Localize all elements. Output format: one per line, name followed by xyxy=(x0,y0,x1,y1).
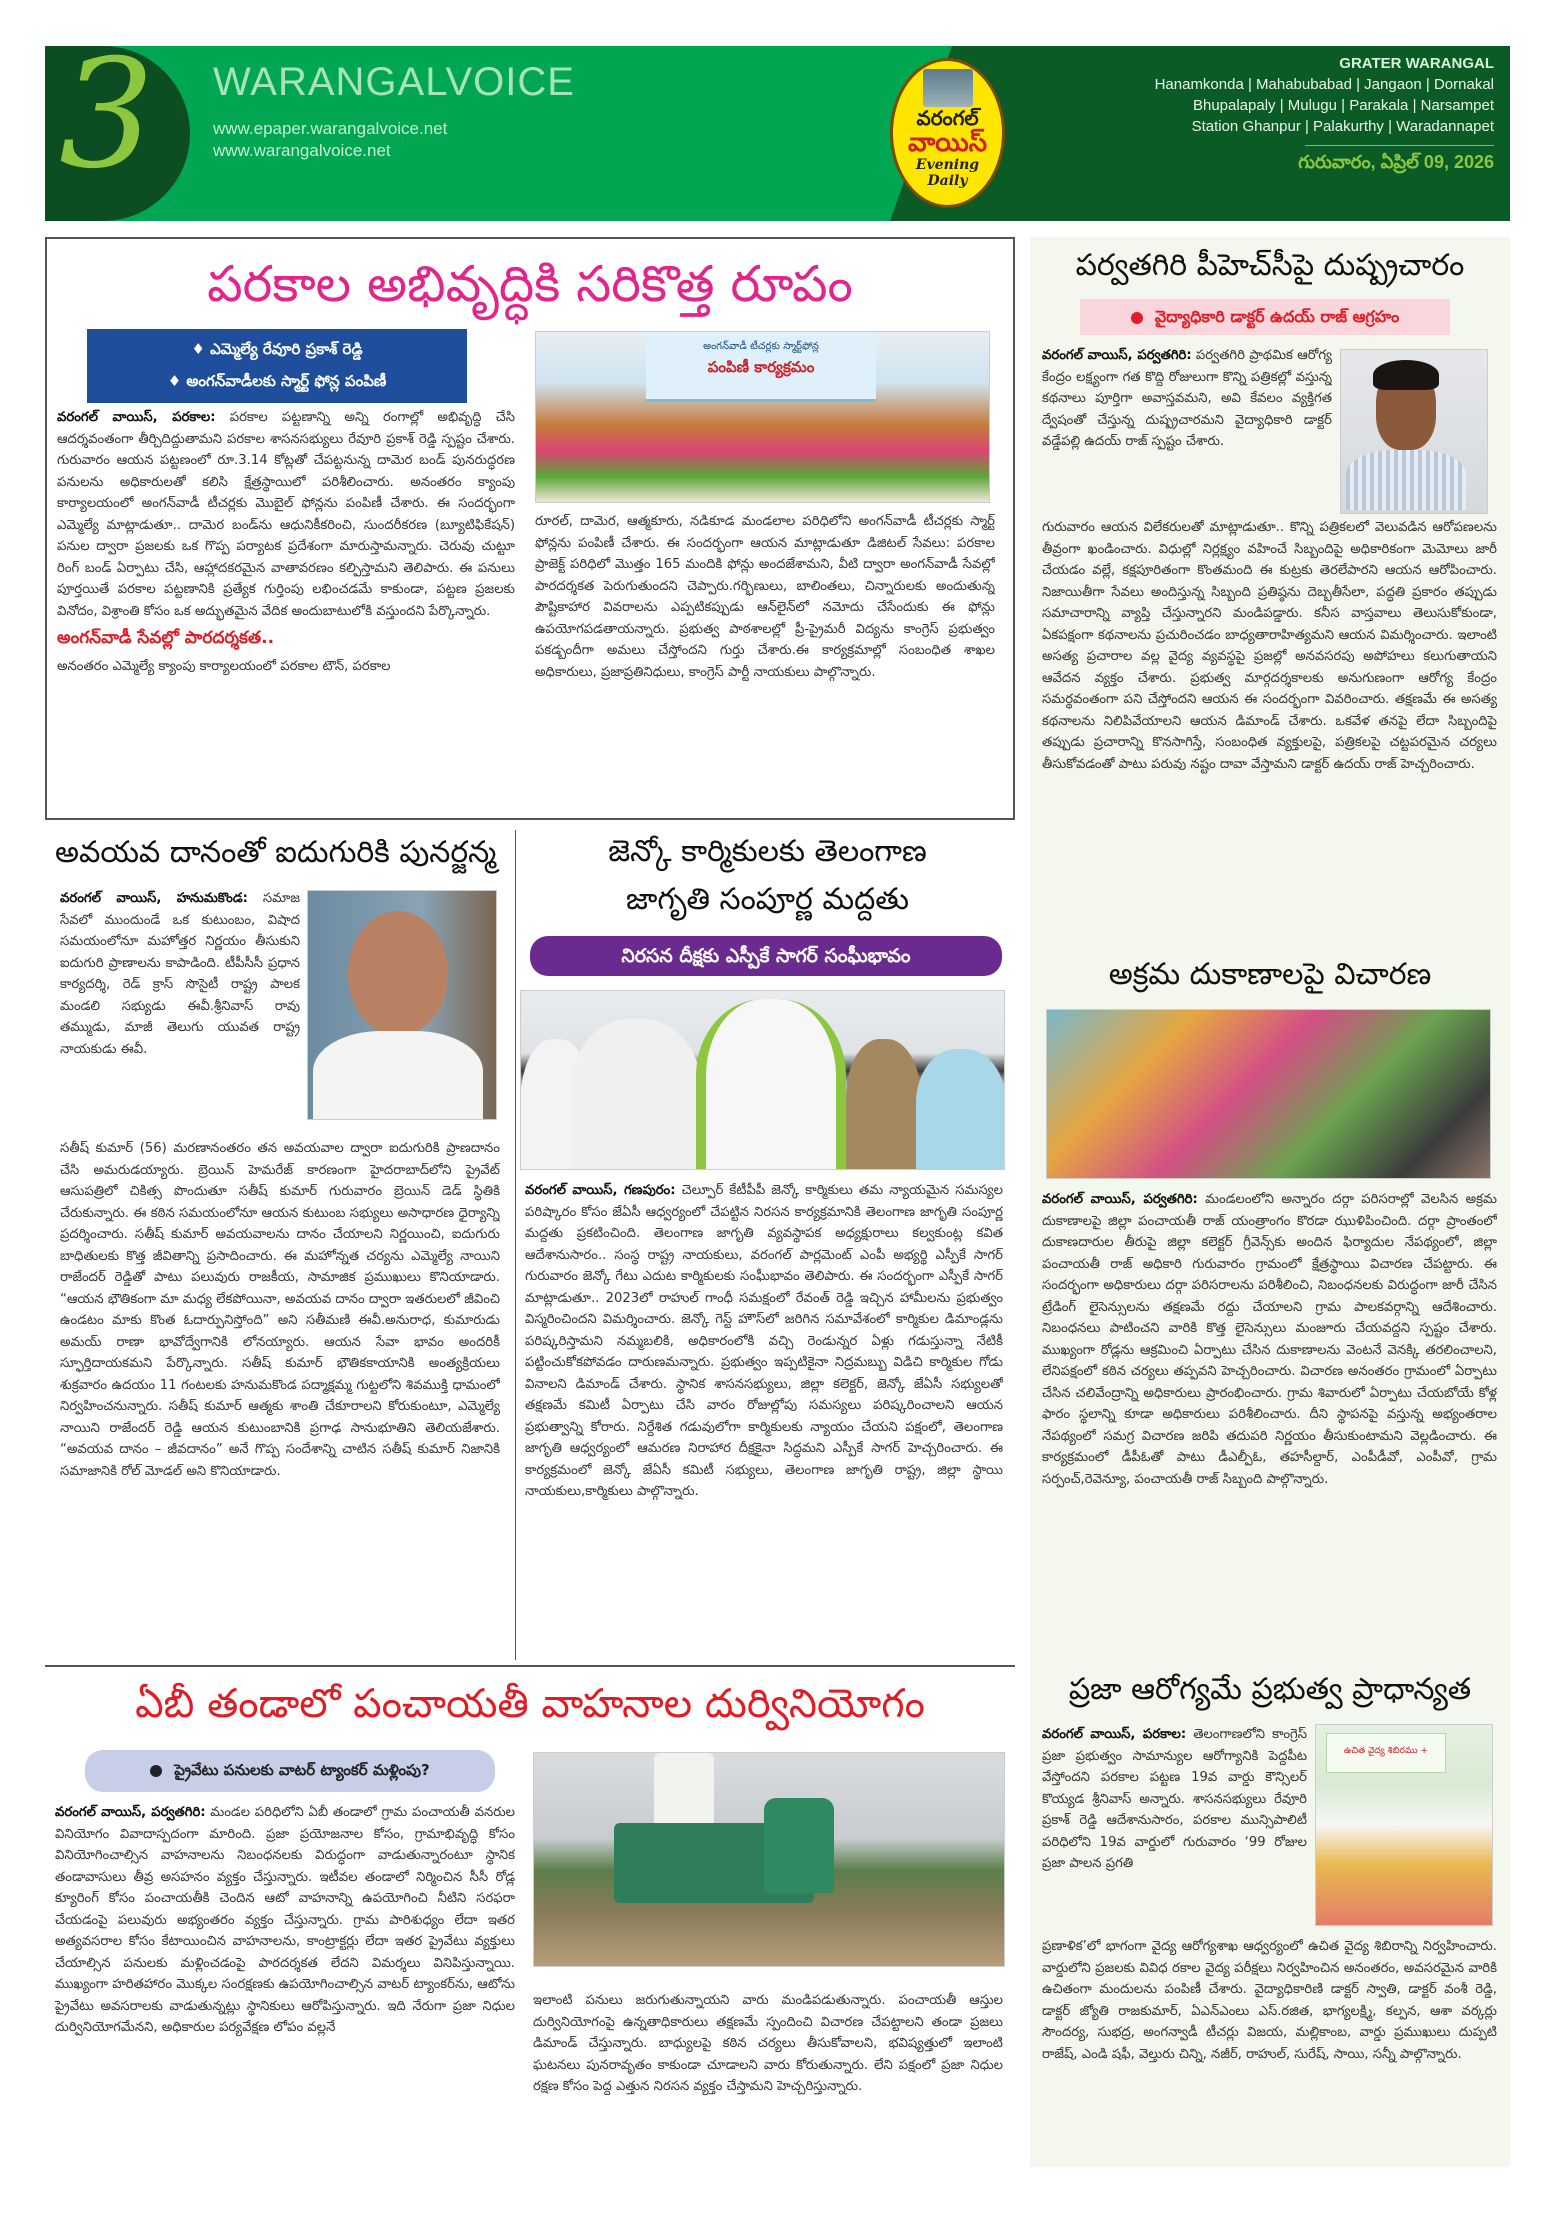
organ-headline[interactable]: అవయవ దానంతో ఐదుగురికి పునర్జన్మ xyxy=(55,835,497,870)
health-body-bottom: ప్రణాళిక’లో భాగంగా వైద్య ఆరోగ్యశాఖ ఆధ్వర్యంలో ఉచిత వైద్య శిబిరాన్ని నిర్వహించారు. వార్డులోని ప్రజలకు వివిధ రకాల వైద్య పరీక్షలు నిర్వహించిన అనంతరం, అవసరమైన వారికి ఉచితంగా మందులను పంపిణీ చేశారు. వైద్యాధికారిణి డాక్టర్ స్వాతి, డాక్టర్ వంశీ రెడ్డి, డాక్టర్ జ్యోతి రాజకుమార్, ఏఎన్ఎంలు ఎస్.రజిత, భాగ్యలక్ష్మి, కల్పన, ఆశా వర్కర్లు సౌందర్య, సుభద్ర, అంగన్వాడీ టీచర్లు విజయ, మల్లికాంబ, వార్డు ప్రముఖులు దుప్పటి రాజేష్, ఎండి షఫీ, వెల్తురు చిన్ని, నజీర్, రాహుల్, సురేష్, సాయి, సన్నీ పాల్గొన్నారు. xyxy=(1042,1939,1497,2062)
genco-headline-1[interactable]: జెన్కో కార్మికులకు తెలంగాణ xyxy=(608,834,927,869)
town-list-3: Station Ghanpur | Palakurthy | Waradannapet xyxy=(1191,118,1494,135)
lead-photo[interactable] xyxy=(535,331,990,503)
photo-figure xyxy=(916,1049,1005,1169)
genco-tag: నిరసన దీక్షకు ఎస్పీకే సాగర్ సంఘీభావం xyxy=(530,936,1002,976)
photo-banner-line2: పంపిణీ కార్యక్రమం xyxy=(707,358,815,376)
health-body-top xyxy=(1042,1724,1307,1936)
logo-line4: Daily xyxy=(927,173,968,189)
phc-body-top xyxy=(1042,345,1332,515)
photo-figure xyxy=(571,1019,701,1169)
health-story[interactable] xyxy=(1030,1662,1510,2167)
website-url[interactable]: www.warangalvoice.net xyxy=(213,141,391,160)
temple-gate-icon xyxy=(923,69,973,107)
health-body-top-text: తెలంగాణలోని కాంగ్రెస్ ప్రజా ప్రభుత్వం సామాన్యుల ఆరోగ్యానికి పెద్దపీట వేస్తోందని పరకాల పట్టణ 19వ వార్డు కౌన్సిలర్ కొయ్యడ శ్రీనివాస్ అన్నారు. శాసనసభ్యులు రేవూరి ప్రకాశ్ రెడ్డి ఆదేశానుసారం, పరకాల మున్సిపాలిటీ పరిధిలోని 19వ వార్డులో గురువారం ‘99 రోజుల ప్రజా పాలన ప్రగతి xyxy=(1042,1727,1307,1871)
genco-body xyxy=(525,1180,1003,1650)
genco-headline-2[interactable]: జాగృతి సంపూర్ణ మద్దతు xyxy=(625,882,910,917)
brand-urls xyxy=(213,118,447,162)
lead-headline[interactable]: పరకాల అభివృద్ధికి సరికొత్త రూపం xyxy=(207,255,853,313)
shops-story[interactable] xyxy=(1030,947,1510,1657)
photo-figure xyxy=(348,911,448,1036)
lead-body-left xyxy=(57,407,515,815)
epaper-url[interactable]: www.epaper.warangalvoice.net xyxy=(213,119,448,138)
tanker-dateline: వరంగల్ వాయిస్, పర్వతగిరి: xyxy=(55,1805,206,1820)
shops-body-text: మండలంలోని అన్నారం దర్గా పరిసరాల్లో వెలసిన అక్రమ దుకాణాలపై జిల్లా పంచాయతీ రాజ్ యంత్రాంగం కొరడా ఝుళిపించింది. దర్గా ప్రాంతంలో దుకాణదారుల తీరుపై జిల్లా కలెక్టర్ గ్రీవెన్స్‌కు అందిన ఫిర్యాదుల నేపథ్యంలో, జిల్లా పంచాయతీ రాజ్ అధికారి గురువారం గ్రామంలో క్షేత్రస్థాయి విచారణ చేపట్టారు. ఈ సందర్భంగా అధికారులు దర్గా పరిసరాలను పరిశీలించి, నిబంధనలకు విరుద్ధంగా జారీ చేసిన ట్రేడింగ్ లైసెన్సులను తక్షణమే రద్దు చేయాలని గ్రామ పాలకవర్గాన్ని ఆదేశించారు. నిబంధనలు పాటించని వారికి కొత్త లైసెన్సులు మంజూరు చేయవద్దని స్పష్టం చేశారు. ముఖ్యంగా రోడ్లను ఆక్రమించి ఏర్పాటు చేసిన దుకాణాలను వెంటనే వెనక్కి తరలించాలని, లేనిపక్షంలో కఠిన చర్యలు తప్పవని హెచ్చరించారు. విచారణ అనంతరం గ్రామంలో ఏర్పాటు చేసిన చలివేంద్రాన్ని అధికారులు ప్రారంభించారు. గ్రామ శివారులో ఏర్పాటు చేయబోయే కోళ్ల ఫారం స్థలాన్ని కూడా అధికారులు పరిశీలించారు. దీని స్థాపనపై వస్తున్న అభ్యంతరాల నేపథ్యంలో సమగ్ర విచారణ జరిపి తదుపరి నిర్ణయం తీసుకుంటామని వెల్లడించారు. ఈ కార్యక్రమంలో డీపీఓతో పాటు డీఎల్పీఓ, తహసీల్దార్, ఎంపీడీవో, ఎంపీవో, గ్రామ సర్పంచ్,రెవెన్యూ, పంచాయతీ రాజ్ సిబ్బంది పాల్గొన్నారు. xyxy=(1042,1192,1497,1487)
photo-figure xyxy=(846,1039,921,1169)
health-headline[interactable]: ప్రజా ఆరోగ్యమే ప్రభుత్వ ప్రాధాన్యత xyxy=(1068,1672,1472,1707)
phc-story[interactable] xyxy=(1030,237,1510,947)
logo-line2: వాయిస్ xyxy=(908,128,987,158)
edition-date: గురువారం, ఏప్రిల్ 09, 2026 xyxy=(1298,152,1494,172)
lead-body-text-2: అనంతరం ఎమ్మెల్యే క్యాంపు కార్యాలయంలో పరకాల టౌన్, పరకాల xyxy=(57,658,391,674)
tanker-tag-text: ప్రైవేటు పనులకు వాటర్ ట్యాంకర్ మళ్లింపు? xyxy=(174,1761,430,1779)
bullet-icon xyxy=(1131,312,1143,324)
health-camp-photo[interactable] xyxy=(1315,1724,1493,1926)
page-number-badge xyxy=(45,46,190,221)
town-list-2: Bhupalapaly | Mulugu | Parakala | Narsampet xyxy=(1192,97,1494,114)
bullet-icon xyxy=(150,1765,162,1777)
region-name: GRATER WARANGAL xyxy=(1339,55,1494,72)
town-list-1: Hanamkonda | Mahabubabad | Jangaon | Dornakal xyxy=(1154,76,1494,93)
newspaper-logo xyxy=(890,58,1005,208)
logo-line3: Evening xyxy=(915,157,980,173)
organ-donor-photo[interactable] xyxy=(307,890,497,1120)
lead-highlight-box xyxy=(87,329,467,403)
genco-story[interactable] xyxy=(520,828,1015,1658)
shops-dateline: వరంగల్ వాయిస్, పర్వతగిరి: xyxy=(1042,1192,1198,1207)
lead-subhead: అంగన్‌వాడీ సేవల్లో పారదర్శకత.. xyxy=(57,628,275,648)
phc-tag-text: వైద్యాధికారి డాక్టర్ ఉదయ్ రాజ్ ఆగ్రహం xyxy=(1154,307,1400,326)
logo-line1: వరంగల్ xyxy=(916,106,979,130)
organ-body-top xyxy=(60,888,300,1138)
phc-dateline: వరంగల్ వాయిస్, పర్వతగిరి: xyxy=(1042,348,1192,363)
tanker-tag xyxy=(85,1750,495,1792)
phc-body-bottom: గురువారం ఆయన విలేకరులతో మాట్లాడుతూ.. కొన్ని పత్రికలలో వెలువడిన ఆరోపణలను తీవ్రంగా ఖండించారు. విధుల్లో నిర్లక్ష్యం వహించే సిబ్బందిపై అధికారికంగా మెమోలు జారీ చేయడం వల్లే, కక్షపూరితంగా కొంతమంది ఈ కుట్రకు తెరలేపారని ఆయన ఆరోపించారు. నిజాయితీగా సేవలు అందిస్తున్న సిబ్బంది ప్రతిష్ఠను దెబ్బతీసేలా, పద్ధతి ప్రకారం తప్పుడు సమాచారాన్ని వ్యాప్తి చేస్తున్నారని మండిపడ్డారు. కనీస వాస్తవాలు తెలుసుకోకుండా, ఏకపక్షంగా కథనాలను ప్రచురించడం బాధ్యతారాహిత్యమని ఆయన విమర్శించారు. ఇలాంటి అసత్య ప్రచారాల వల్ల వైద్య వ్యవస్థపై ప్రజల్లో అనవసరపు అపోహలు కలుగుతాయని ఆవేదన వ్యక్తం చేశారు. ప్రభుత్వ మార్గదర్శకాలకు అనుగుణంగా ఆరోగ్య కేంద్రం సమర్థవంతంగా పని చేస్తోందని ఆయన ఈ సందర్భంగా వివరించారు. తక్షణమే ఈ అసత్య కథనాలను నిలిపివేయాలని ఆయన డిమాండ్ చేశారు. ఒకవేళ తనపై లేదా సిబ్బందిపై తప్పుడు ప్రచారాన్ని కొనసాగిస్తే, సంబంధిత వ్యక్తులపై, పత్రికలపై చట్టపరమైన చర్యలు తీసుకోవడంతో పాటు పరువు నష్టం దావా వేస్తామని డాక్టర్ ఉదయ్ రాజ్ హెచ్చరించారు. xyxy=(1042,520,1497,772)
photo-figure xyxy=(696,999,846,1169)
shops-photo[interactable] xyxy=(1046,1009,1491,1179)
phc-body-top-text: పర్వతగిరి ప్రాథమిక ఆరోగ్య కేంద్రం లక్ష్యంగా గత కొద్ది రోజులుగా కొన్ని పత్రికల్లో వస్తున్న కథనాలు పూర్తిగా అవాస్తవమని, అవి కేవలం వ్యక్తిగత ద్వేషంతో చేస్తున్న దుష్ప్రచారమని వైద్యాధికారి డాక్టర్ వడ్డేపల్లి ఉదయ్ రాజ్ స్పష్టం చేశారు. xyxy=(1042,348,1332,449)
photo-figure-shirt xyxy=(1346,450,1466,510)
organ-body-top-text: సమాజ సేవలో ముందుండే ఒక కుటుంబం, విషాద సమయంలోనూ మహోత్తర నిర్ణయం తీసుకుని ఐదుగురి ప్రాణాలను కాపాడింది. టీపీసీసీ ప్రధాన కార్యదర్శి, రెడ్ క్రాస్ సొసైటీ రాష్ట్ర పాలక మండలి సభ్యుడు ఈవీ.శ్రీనివాస్ రావు తమ్ముడు, మాజీ తెలుగు యువత రాష్ట్ర నాయకుడు ఈవీ. xyxy=(60,891,300,1057)
column-divider xyxy=(515,830,516,1660)
photo-banner xyxy=(646,332,876,402)
lead-body-text: పరకాల పట్టణాన్ని అన్ని రంగాల్లో అభివృద్ధి చేసి ఆదర్శవంతంగా తీర్చిదిద్దుతామని పరకాల శాసనసభ్యులు రేవూరి ప్రకాశ్ రెడ్డి స్పష్టం చేశారు. గురువారం ఆయన పట్టణంలో రూ.3.14 కోట్లతో చేపట్టనున్న దామెర బండ్ పునరుద్ధరణ పనులను అధికారులతో కలిసి క్షేత్రస్థాయిలో పరిశీలించారు. అనంతరం క్యాంపు కార్యాలయంలో అంగన్‌వాడీ టీచర్లకు మొబైల్ ఫోన్లను పంపిణీ చేశారు. ఈ సందర్భంగా ఎమ్మెల్యే మాట్లాడుతూ.. దామెర బండ్‌ను ఆధునికీకరించి, సుందరీకరణ (బ్యూటిఫికేషన్) పనుల ద్వారా ప్రజలకు ఒక గొప్ప పర్యాటక ప్రదేశంగా మారుస్తామన్నారు. చెరువు చుట్టూ రింగ్ బండ్ ఏర్పాటు చేసి, ఆహ్లాదకరమైన వాతావరణం కల్పిస్తామని తెలిపారు. ఈ పనులు పూర్తయితే పరకాల పట్టణానికి ప్రత్యేక గుర్తింపు లభించడమే కాకుండా, పట్టణ ప్రజలకు వినోదం, విశ్రాంతి కోసం ఒక అద్భుతమైన వేదిక అందుబాటులోకి వస్తుందని పేర్కొన్నారు. xyxy=(57,410,515,619)
tanker-body-right: ఇలాంటి పనులు జరుగుతున్నాయని వారు మండిపడుతున్నారు. పంచాయతీ ఆస్తుల దుర్వినియోగంపై ఉన్నతాధికారులు తక్షణమే స్పందించి విచారణ చేపట్టాలని తండా ప్రజలు డిమాండ్ చేస్తున్నారు. బాధ్యులపై కఠిన చర్యలు తీసుకోవాలని, భవిష్యత్తులో ఇలాంటి ఘటనలు పునరావృతం కాకుండా చూడాలని వారు కోరుతున్నారు. లేని పక్షంలో ప్రజా నిధుల రక్షణ కోసం పెద్ద ఎత్తున నిరసన వ్యక్తం చేస్తామని హెచ్చరిస్తున్నారు. xyxy=(533,1993,1003,2094)
photo-figure-hair xyxy=(1373,360,1439,390)
tanker-story[interactable] xyxy=(45,1672,1015,2172)
doctor-photo[interactable] xyxy=(1340,349,1488,514)
lead-dateline: వరంగల్ వాయిస్, పరకాల: xyxy=(57,410,216,425)
organ-body-bottom: సతీష్ కుమార్ (56) మరణానంతరం తన అవయవాల ద్వారా ఐదుగురికి ప్రాణదానం చేసి అమరుడయ్యారు. బ్రెయిన్ హెమరేజ్ కారణంగా హైదరాబాద్‌లోని ప్రైవేట్ ఆసుపత్రిలో చికిత్స పొందుతూ సతీష్ కుమార్ గురువారం బ్రెయిన్ డెడ్ స్థితికి చేరుకున్నారు. ఈ కఠిన సమయంలోనూ ఆయన కుటుంబ సభ్యులు అసాధారణ ధైర్యాన్ని ప్రదర్శించారు. సతీష్ కుమార్ అవయవాలను దానం చేయాలని నిర్ణయించి, ఐదుగురు బాధితులకు కొత్త జీవితాన్ని ప్రసాదించారు. ఈ మహోన్నత చర్యను ఎమ్మెల్యే నాయిని రాజేందర్ రెడ్డితో పాటు పలువురు రాజకీయ, సామాజిక ప్రముఖులు కొనియాడారు. “ఆయన భౌతికంగా మా మధ్య లేకపోయినా, అవయవ దానం ద్వారా ఇతరులలో జీవించి ఉండటం మాకు కొంత ఓదార్పునిస్తోంది” అని సతీమణి ఈవీ.అనురాధ, కుమారుడు అమయ్ రాణా భావోద్వేగానికి లోనయ్యారు. ఆయన సేవా భావం అందరికీ స్ఫూర్తిదాయకమని పేర్కొన్నారు. సతీష్ కుమార్ భౌతికకాయానికి అంత్యక్రియలు శుక్రవారం ఉదయం 11 గంటలకు హనుమకొండ పద్మాక్షమ్మ గుట్టలోని శివముక్తి ధామంలో నిర్వహించనున్నారు. సతీష్ కుమార్ ఆత్మకు శాంతి చేకూరాలని కోరుకుంటూ, ఎమ్మెల్యే నాయిని రాజేందర్ రెడ్డి ఆయన కుటుంబానికి ప్రగాఢ సానుభూతిని తెలియజేశారు. “అవయవ దానం – జీవదానం” అనే గొప్ప సందేశాన్ని చాటిన సతీష్ కుమార్ నిజానికి సమాజానికి రోల్ మోడల్ అని కొనియాడారు. xyxy=(60,1141,500,1479)
photo-banner: ఉచిత వైద్య శిబిరము + xyxy=(1326,1733,1446,1773)
edition-info xyxy=(1155,54,1494,177)
tanker-headline[interactable]: ఏబీ తండాలో పంచాయతీ వాహనాల దుర్వినియోగం xyxy=(135,1681,925,1727)
health-dateline: వరంగల్ వాయిస్, పరకాల: xyxy=(1042,1727,1187,1742)
phc-tag xyxy=(1080,299,1450,335)
shops-body xyxy=(1042,1189,1497,1649)
lead-highlight-2: ♦ అంగన్‌వాడీలకు స్మార్ట్ ఫోన్ల పంపిణీ xyxy=(167,372,387,390)
phc-headline[interactable]: పర్వతగిరి పీహెచ్‌సీపై దుష్ప్రచారం xyxy=(1075,248,1465,283)
page-number: 3 xyxy=(59,46,155,202)
right-column xyxy=(1030,237,1510,2167)
brand-name: WARANGALVOICE xyxy=(213,60,575,104)
photo-figure-shirt xyxy=(313,1031,483,1120)
tanker-photo[interactable] xyxy=(533,1752,1005,1967)
section-divider xyxy=(45,1665,1015,1667)
shops-headline[interactable]: అక్రమ దుకాణాలపై విచారణ xyxy=(1108,957,1432,992)
photo-water-tower xyxy=(654,1753,714,1833)
organ-donation-story[interactable] xyxy=(45,828,510,1658)
lead-body-right: రూరల్, దామెర, ఆత్మకూరు, నడికూడ మండలాల పరిధిలోని అంగన్‌వాడీ టీచర్లకు స్మార్ట్ ఫోన్లను పంపిణీ చేశారు. ఈ సందర్భంగా ఆయన మాట్లాడుతూ డిజిటల్ సేవలు: పరకాల ప్రాజెక్ట్ పరిధిలో మొత్తం 165 మందికి ఫోన్లు అందజేశామని, వీటి ద్వారా అంగన్‌వాడీ సేవల్లో పారదర్శకత పెరుగుతుందని చెప్పారు.గర్భిణులు, బాలింతలు, చిన్నారులకు అందుతున్న పౌష్టికాహార వివరాలను ఎప్పటికప్పుడు ఆన్‌లైన్‌లో నమోదు చేసేందుకు ఈ ఫోన్లు ఉపయోగపడతాయన్నారు. ప్రభుత్వ పాఠశాలల్లో ప్రీ-ప్రైమరీ విద్యను కాంగ్రెస్ ప్రభుత్వం పకడ్బందీగా అమలు చేస్తోందని గుర్తు చేశారు.ఈ కార్యక్రమాల్లో సంబంధిత శాఖల అధికారులు, ప్రజాప్రతినిధులు, కాంగ్రెస్ పార్టీ నాయకులు పాల్గొన్నారు. xyxy=(535,514,995,680)
divider xyxy=(1305,145,1494,146)
tanker-body-left-text: మండల పరిధిలోని ఏబీ తండాలో గ్రామ పంచాయతీ వనరుల వినియోగం వివాదాస్పదంగా మారింది. ప్రజా ప్రయోజనాల కోసం, గ్రామాభివృద్ధి కోసం వినియోగించాల్సిన వాహనాలను నిబంధనలకు విరుద్ధంగా వాడుతున్నారంటూ స్థానిక తండావాసులు తీవ్ర అసహనం వ్యక్తం చేస్తున్నారు. ఇటీవల తండాలో నిర్మించిన సీసీ రోడ్ల క్యూరింగ్ కోసం పంచాయతీకి చెందిన ఆటో వాహనాన్ని ఉపయోగించి నీటిని సరఫరా చేయడంపై పలువురు అభ్యంతరం వ్యక్తం చేస్తున్నారు. గ్రామ పారిశుధ్యం లేదా ఇతర అత్యవసరాల కోసం కేటాయించిన వాహనాలను, కాంట్రాక్టర్లు లేదా ఇతర ప్రైవేటు వ్యక్తులు చేయాల్సిన పనులకు మళ్లించడంపై పారదర్శకత లేదని విమర్శలు వినిపిస్తున్నాయి. ముఖ్యంగా హరితహారం మొక్కల సంరక్షణకు ఉపయోగించాల్సిన వాటర్ ట్యాంకర్‌ను, ఆటోను ప్రైవేటు అవసరాలకు వాడుతున్నట్లు స్థానికులు ఆరోపిస్తున్నారు. ఇది నేరుగా ప్రజా నిధుల దుర్వినియోగమేనని, అధికారుల పర్యవేక్షణ లోపం వల్లనే xyxy=(55,1805,515,2035)
lead-highlight-1: ♦ ఎమ్మెల్యే రేవూరి ప్రకాశ్ రెడ్డి xyxy=(191,340,363,358)
organ-dateline: వరంగల్ వాయిస్, హనుమకొండ: xyxy=(60,891,248,906)
genco-body-text: చెల్పూర్ కేటీపీపీ జెన్కో కార్మికులు తమ న్యాయమైన సమస్యల పరిష్కారం కోసం జేఏసీ ఆధ్వర్యంలో చేపట్టిన నిరసన కార్యక్రమానికి తెలంగాణ జాగృతి సంపూర్ణ మద్దతు ప్రకటించింది. తెలంగాణ జాగృతి వ్యవస్థాపక అధ్యక్షురాలు కల్వకుంట్ల కవిత ఆదేశానుసారం.. సంస్థ రాష్ట్ర నాయకులు, వరంగల్ పార్లమెంట్ ఎంపీ అభ్యర్థి ఎస్పీకే సాగర్ గురువారం జెన్కో గేటు ఎదుట కార్మికులకు సంఘీభావం తెలిపారు. ఈ సందర్భంగా ఎస్పీకే సాగర్ మాట్లాడుతూ.. 2023లో రాహుల్ గాంధీ సమక్షంలో రేవంత్ రెడ్డి ఇచ్చిన హామీలను ప్రభుత్వం విస్మరించిందని విమర్శించారు. జెన్కో గెస్ట్ హౌస్‌లో జరిగిన సమావేశంలో కార్మికుల డిమాండ్లను పరిష్కరిస్తామని నమ్మబలికి, అధికారంలోకి వచ్చి రెండున్నర ఏళ్లు గడుస్తున్నా నేటికీ పట్టించుకోకపోవడం దారుణమన్నారు. ప్రభుత్వం ఇప్పటికైనా నిద్రమబ్బు విడిచి కార్మికుల గోడు వినాలని డిమాండ్ చేశారు. స్థానిక శాసనసభ్యులు, జిల్లా కలెక్టర్, జెన్కో జేఏసీ సభ్యులతో తక్షణమే కమిటీ ఏర్పాటు చేసి వారం రోజుల్లోపు సమస్యలు పరిష్కరించాలని ఆయన ప్రభుత్వాన్ని కోరారు. నిర్దేశిత గడువులోగా కార్మికులకు న్యాయం చేయని పక్షంలో, తెలంగాణ జాగృతి ఆధ్వర్యంలో ఆమరణ నిరాహార దీక్షకైనా సిద్ధమని ఎస్పీకే సాగర్ హెచ్చరించారు. ఈ కార్యక్రమంలో జెన్కో జేఏసీ కమిటీ సభ్యులు, తెలంగాణ జాగృతి రాష్ట్ర, జిల్లా స్థాయి నాయకులు,కార్మికులు పాల్గొన్నారు. xyxy=(525,1183,1003,1499)
photo-banner-line1: అంగన్‌వాడీ టీచర్లకు స్మార్ట్‌ఫోన్ల xyxy=(703,341,819,352)
masthead xyxy=(45,46,1510,221)
photo-auto-cab xyxy=(764,1798,834,1893)
tanker-body-left xyxy=(55,1802,515,2162)
lead-story[interactable] xyxy=(45,237,1015,820)
genco-protest-photo[interactable] xyxy=(520,990,1005,1170)
genco-dateline: వరంగల్ వాయిస్, గణపురం: xyxy=(525,1183,676,1198)
